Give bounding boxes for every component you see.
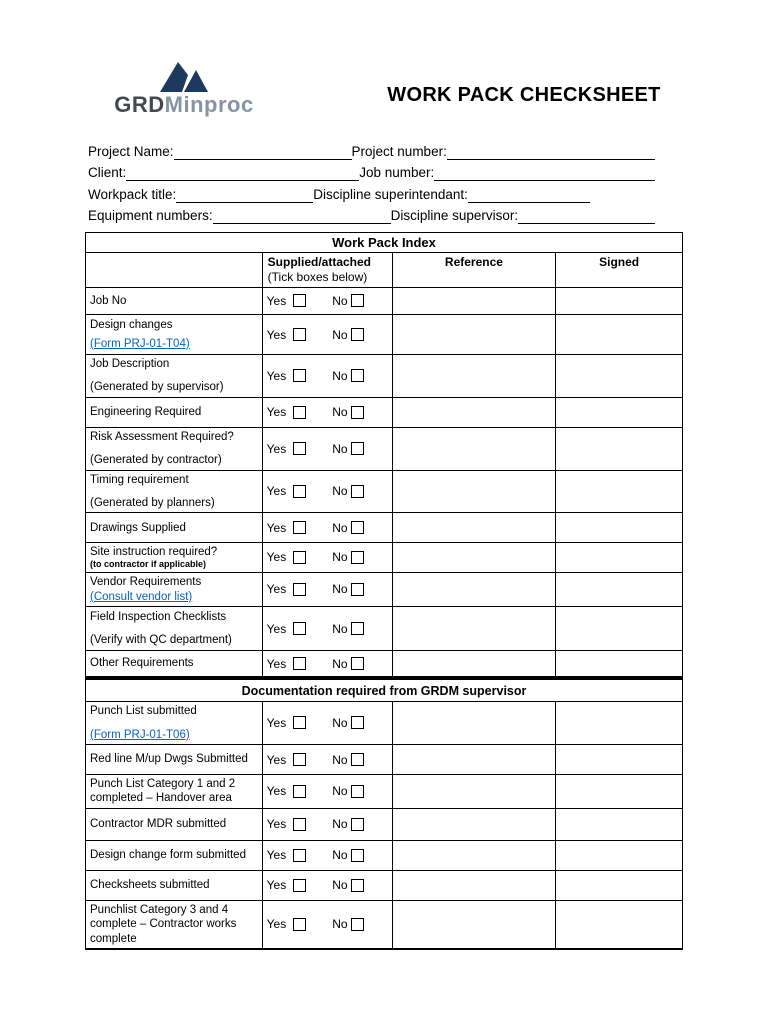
row-label-cell [86,840,263,870]
row-label-cell [86,651,263,678]
signed-cell[interactable] [556,808,683,840]
client-label: Client: [88,165,127,180]
row-label: Site instruction required? [90,546,218,559]
yes-checkbox[interactable] [293,918,306,931]
yes-no-cell [262,808,392,840]
yes-no-cell [262,900,392,949]
reference-cell[interactable] [392,702,556,745]
reference-cell[interactable] [392,572,556,607]
no-checkbox[interactable] [351,657,364,670]
yes-label: Yes [266,582,287,597]
workpack-title-label: Workpack title: [88,186,177,202]
signed-cell[interactable] [556,355,683,398]
yes-label: Yes [266,917,287,932]
form-prj-01-t06-link[interactable]: (Form PRJ-01-T06) [90,728,190,741]
no-label: No [332,550,348,565]
table-title-row [86,233,683,253]
empty-header-cell [86,253,263,288]
row-label-cell [86,775,263,809]
yes-checkbox[interactable] [293,442,306,455]
no-checkbox[interactable] [351,551,364,564]
yes-label: Yes [266,817,287,832]
row-label-cell [86,543,263,572]
no-label: No [332,294,348,308]
yes-no-cell [262,288,392,315]
signed-cell[interactable] [556,651,683,678]
row-label: Punch List submitted [90,705,197,718]
signed-cell[interactable] [556,572,683,607]
reference-cell[interactable] [392,315,556,355]
no-label: No [332,817,348,832]
yes-label: Yes [266,520,287,535]
no-checkbox[interactable] [351,622,364,635]
row-sublabel: (Generated by supervisor) [90,381,224,394]
discipline-supervisor-line [518,208,655,224]
yes-no-cell [262,397,392,427]
yes-checkbox[interactable] [293,521,306,534]
project-name-line [174,144,352,160]
reference-cell[interactable] [392,427,556,470]
yes-label: Yes [266,848,287,863]
discipline-supervisor-label: Discipline supervisor: [390,208,519,223]
no-label: No [332,582,348,597]
table-row-job-description [86,355,683,398]
yes-no-cell [262,702,392,745]
supplied-header-line2: (Tick boxes below) [267,270,368,284]
signed-cell[interactable] [556,427,683,470]
form-line-equipment [88,203,655,225]
job-number-line [434,165,655,181]
no-checkbox[interactable] [351,818,364,831]
row-label: Punch List Category 1 and 2 completed – Handover area [90,778,236,805]
yes-checkbox[interactable] [293,369,306,382]
reference-cell[interactable] [392,775,556,809]
column-header-row [86,253,683,288]
yes-no-cell [262,513,392,543]
row-label: Field Inspection Checklists [90,610,227,623]
row-label: Checksheets submitted [90,879,210,892]
reference-cell[interactable] [392,543,556,572]
signed-cell[interactable] [556,775,683,809]
row-label-cell [86,870,263,900]
reference-cell[interactable] [392,513,556,543]
table-row-engineering-required [86,397,683,427]
yes-no-cell [262,427,392,470]
company-logo [100,58,268,116]
table-row-checksheets-submitted [86,870,683,900]
work-pack-index-table [85,232,683,950]
row-sublabel: (Generated by planners) [90,496,215,509]
no-label: No [332,484,348,499]
table-row-site-instruction [86,543,683,572]
reference-cell[interactable] [392,870,556,900]
table-row-other-requirements [86,651,683,678]
row-label: Contractor MDR submitted [90,818,227,831]
yes-no-cell [262,607,392,651]
yes-label: Yes [266,656,287,671]
logo-grd-text: GRD [114,92,165,117]
yes-label: Yes [266,878,287,893]
form-line-project [88,138,655,160]
row-label-cell [86,427,263,470]
row-sublabel: (Generated by contractor) [90,454,222,467]
row-sublabel-small: (to contractor if applicable) [90,558,207,569]
row-label-cell [86,513,263,543]
no-checkbox[interactable] [351,716,364,729]
workpack-title-line [176,187,313,203]
reference-cell[interactable] [392,288,556,315]
signed-cell[interactable] [556,607,683,651]
yes-no-cell [262,840,392,870]
yes-checkbox[interactable] [293,657,306,670]
no-checkbox[interactable] [351,521,364,534]
signed-cell[interactable] [556,900,683,949]
form-line-client [88,160,655,182]
table-row-vendor-requirements [86,572,683,607]
signed-cell[interactable] [556,397,683,427]
signed-cell[interactable] [556,543,683,572]
no-checkbox[interactable] [351,879,364,892]
supplied-attached-header [262,253,392,288]
yes-checkbox[interactable] [293,622,306,635]
no-label: No [332,848,348,863]
row-label-cell [86,288,263,315]
row-label-cell [86,470,263,513]
reference-cell[interactable] [392,900,556,949]
reference-cell[interactable] [392,808,556,840]
reference-cell[interactable] [392,840,556,870]
row-label-cell [86,315,263,355]
no-checkbox[interactable] [351,406,364,419]
job-number-label: Job number: [359,165,435,180]
yes-checkbox[interactable] [293,551,306,564]
reference-cell[interactable] [392,397,556,427]
table-row-punchlist-cat-3-4 [86,900,683,949]
row-sublabel: (Verify with QC department) [90,634,232,647]
yes-no-cell [262,355,392,398]
signed-cell[interactable] [556,870,683,900]
page-title: WORK PACK CHECKSHEET [387,84,661,106]
yes-checkbox[interactable] [293,849,306,862]
yes-label: Yes [266,405,287,420]
table-row-punchlist-cat-1-2 [86,775,683,809]
row-label-cell [86,702,263,745]
yes-checkbox[interactable] [293,294,306,307]
signed-cell[interactable] [556,288,683,315]
discipline-superintendant-line [468,187,590,203]
project-name-label: Project Name: [88,143,174,159]
signed-cell[interactable] [556,840,683,870]
table-row-design-changes [86,315,683,355]
signed-header: Signed [556,253,683,288]
row-label-cell [86,808,263,840]
table-row-timing-requirement [86,470,683,513]
section2-title: Documentation required from GRDM supervisor [86,678,683,702]
yes-label: Yes [266,752,287,767]
table-row-redline-dwgs [86,745,683,775]
table-row-field-inspection [86,607,683,651]
reference-cell[interactable] [392,651,556,678]
row-label: Red line M/up Dwgs Submitted [90,753,248,766]
supplied-header-line1: Supplied/attached [267,255,372,269]
reference-cell[interactable] [392,355,556,398]
logo-minproc-text: Minproc [164,92,254,117]
no-label: No [332,752,348,767]
yes-checkbox[interactable] [293,583,306,596]
yes-checkbox[interactable] [293,753,306,766]
row-label: Vendor Requirements [90,575,202,588]
no-label: No [332,716,348,731]
no-checkbox[interactable] [351,583,364,596]
no-label: No [332,441,348,456]
yes-checkbox[interactable] [293,328,306,341]
no-label: No [332,917,348,932]
yes-no-cell [262,572,392,607]
yes-no-cell [262,775,392,809]
no-label: No [332,784,348,799]
no-label: No [332,656,348,671]
row-label: Timing requirement [90,473,189,486]
row-label-cell [86,572,263,607]
equipment-numbers-label: Equipment numbers: [88,208,213,223]
yes-label: Yes [266,368,287,383]
row-label: Risk Assessment Required? [90,430,234,443]
yes-label: Yes [266,327,287,342]
row-label: Design change form submitted [90,849,246,862]
row-label: Other Requirements [90,657,194,670]
signed-cell[interactable] [556,315,683,355]
no-label: No [332,520,348,535]
table-row-job-no [86,288,683,315]
no-checkbox[interactable] [351,918,364,931]
no-checkbox[interactable] [351,785,364,798]
row-label: Design changes [90,319,173,332]
row-label: Job Description [90,358,170,370]
signed-cell[interactable] [556,702,683,745]
no-label: No [332,405,348,420]
no-checkbox[interactable] [351,369,364,382]
table-row-drawings-supplied [86,513,683,543]
no-label: No [332,368,348,383]
logo-text [100,94,268,116]
row-label-cell [86,355,263,398]
no-checkbox[interactable] [351,328,364,341]
yes-no-cell [262,870,392,900]
mountain-logo-icon [158,58,210,92]
no-checkbox[interactable] [351,485,364,498]
yes-label: Yes [266,441,287,456]
row-label: Job No [90,294,127,307]
no-checkbox[interactable] [351,442,364,455]
table-row-design-change-form [86,840,683,870]
yes-checkbox[interactable] [293,879,306,892]
discipline-superintendant-label: Discipline superintendant: [313,186,468,202]
table-row-contractor-mdr [86,808,683,840]
project-number-line [447,144,655,160]
yes-label: Yes [266,484,287,499]
no-label: No [332,878,348,893]
no-label: No [332,621,348,636]
signed-cell[interactable] [556,745,683,775]
yes-no-cell [262,470,392,513]
yes-no-cell [262,745,392,775]
row-label: Engineering Required [90,406,202,419]
form-line-workpack [88,181,655,203]
no-label: No [332,327,348,342]
client-line [126,165,359,181]
row-label: Drawings Supplied [90,521,186,534]
yes-checkbox[interactable] [293,716,306,729]
row-label: Punchlist Category 3 and 4 complete – Contractor works complete [90,903,237,945]
reference-cell[interactable] [392,470,556,513]
row-label-cell [86,607,263,651]
yes-label: Yes [266,716,287,731]
yes-label: Yes [266,621,287,636]
header-form [88,138,655,224]
signed-cell[interactable] [556,513,683,543]
yes-no-cell [262,315,392,355]
form-prj-01-t04-link[interactable]: (Form PRJ-01-T04) [90,337,190,350]
yes-label: Yes [266,784,287,799]
reference-header: Reference [392,253,556,288]
consult-vendor-list-link[interactable]: (Consult vendor list) [90,590,193,603]
no-checkbox[interactable] [351,753,364,766]
row-label-cell [86,745,263,775]
yes-label: Yes [266,294,287,308]
yes-no-cell [262,651,392,678]
yes-checkbox[interactable] [293,406,306,419]
yes-checkbox[interactable] [293,818,306,831]
section-header-row [86,678,683,702]
table-title: Work Pack Index [86,233,683,253]
equipment-numbers-line [213,208,391,224]
row-label-cell [86,397,263,427]
reference-cell[interactable] [392,607,556,651]
project-number-label: Project number: [351,143,447,159]
yes-checkbox[interactable] [293,785,306,798]
table-row-punch-list-submitted [86,702,683,745]
table-row-risk-assessment [86,427,683,470]
yes-no-cell [262,543,392,572]
no-checkbox[interactable] [351,294,364,307]
signed-cell[interactable] [556,470,683,513]
reference-cell[interactable] [392,745,556,775]
yes-label: Yes [266,550,287,565]
row-label-cell [86,900,263,949]
yes-checkbox[interactable] [293,485,306,498]
no-checkbox[interactable] [351,849,364,862]
